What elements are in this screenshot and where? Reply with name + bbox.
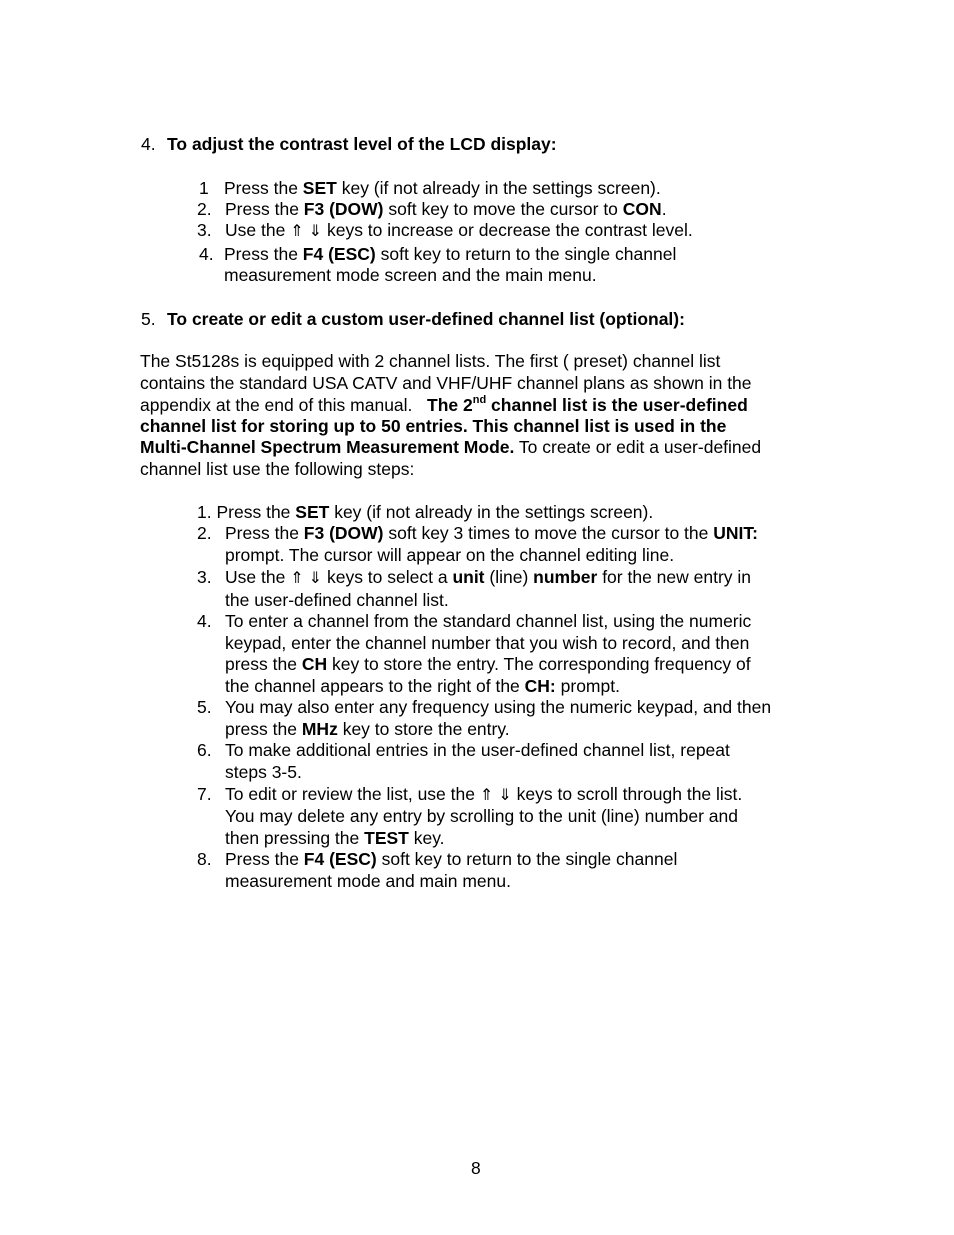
key-name: SET bbox=[302, 178, 337, 198]
step-text: prompt. The cursor will appear on the channel editing line. bbox=[225, 545, 675, 565]
step-text: To edit or review the list, use the bbox=[225, 784, 480, 804]
step-number: 8. bbox=[197, 849, 212, 869]
step-number: 3. bbox=[197, 220, 212, 240]
step-text: key to store the entry. bbox=[337, 719, 510, 739]
step-number: 2. bbox=[197, 199, 212, 219]
key-name: MHz bbox=[301, 719, 338, 739]
step-number: 3. bbox=[197, 567, 212, 587]
step-number: 4. bbox=[197, 611, 212, 631]
key-name: SET bbox=[295, 502, 330, 522]
ordinal-superscript: nd bbox=[472, 394, 487, 407]
key-name: F4 (ESC) bbox=[302, 244, 376, 264]
step-text: To enter a channel from the standard channel list, using the numeric bbox=[225, 611, 752, 631]
step-text: measurement mode and main menu. bbox=[225, 871, 511, 891]
paragraph-line: The St5128s is equipped with 2 channel lists. The first ( preset) channel list bbox=[140, 351, 721, 371]
step-text: Use the bbox=[225, 567, 291, 587]
paragraph-line: channel list for storing up to 50 entries. This channel list is used in the bbox=[140, 416, 727, 436]
up-down-arrows-icon: ⇑ ⇓ bbox=[479, 785, 512, 804]
paragraph-text: To create or edit a user-defined bbox=[514, 437, 762, 457]
step-text: To make additional entries in the user-defined channel list, repeat bbox=[225, 740, 730, 760]
step-text: Press the bbox=[216, 502, 296, 522]
step-text: keypad, enter the channel number that you wish to record, and then bbox=[225, 633, 750, 653]
step-text: You may delete any entry by scrolling to the unit (line) number and bbox=[225, 806, 738, 826]
step-text: the user-defined channel list. bbox=[225, 590, 449, 610]
step-text: soft key 3 times to move the cursor to the bbox=[383, 523, 714, 543]
key-name: F3 (DOW) bbox=[303, 199, 384, 219]
key-name: F3 (DOW) bbox=[303, 523, 384, 543]
step-text: key (if not already in the settings screen). bbox=[336, 178, 661, 198]
step-text: You may also enter any frequency using the numeric keypad, and then bbox=[225, 697, 772, 717]
step-text: measurement mode screen and the main menu. bbox=[224, 265, 597, 285]
step-bold: unit bbox=[452, 567, 485, 587]
step-text: press the bbox=[225, 654, 302, 674]
key-name: F4 (ESC) bbox=[303, 849, 377, 869]
step-text: steps 3-5. bbox=[225, 762, 302, 782]
step-text: soft key to return to the single channel bbox=[376, 849, 678, 869]
key-name: CH: bbox=[524, 676, 556, 696]
step-text: soft key to move the cursor to bbox=[383, 199, 623, 219]
step-text: key (if not already in the settings screen). bbox=[329, 502, 654, 522]
step-text: key to store the entry. The corresponding frequency of bbox=[327, 654, 751, 674]
key-name: TEST bbox=[364, 828, 409, 848]
step-text: for the new entry in bbox=[597, 567, 752, 587]
step-text: press the bbox=[225, 719, 302, 739]
section-4-number: 4. bbox=[141, 134, 156, 154]
paragraph-bold: The 2nd channel list is the user-defined bbox=[427, 394, 748, 415]
up-down-arrows-icon: ⇑ ⇓ bbox=[290, 221, 323, 240]
step-text: Press the bbox=[224, 244, 303, 264]
paragraph-line: channel list use the following steps: bbox=[140, 459, 415, 479]
section-5-number: 5. bbox=[141, 309, 156, 329]
step-text: (line) bbox=[484, 567, 534, 587]
step-number: 1. bbox=[197, 502, 212, 522]
step-text: Press the bbox=[225, 199, 304, 219]
key-name: UNIT: bbox=[713, 523, 758, 543]
step-number: 7. bbox=[197, 784, 212, 804]
step-text: Press the bbox=[225, 849, 304, 869]
step-text: keys to select a bbox=[322, 567, 453, 587]
step-text: . bbox=[661, 199, 667, 219]
step-number: 6. bbox=[197, 740, 212, 760]
step-text: keys to scroll through the list. bbox=[511, 784, 743, 804]
key-name: CH bbox=[301, 654, 328, 674]
step-number: 2. bbox=[197, 523, 212, 543]
paragraph-text: appendix at the end of this manual. bbox=[140, 395, 427, 415]
section-5-heading: To create or edit a custom user-defined channel list (optional): bbox=[167, 309, 685, 329]
step-bold: number bbox=[533, 567, 598, 587]
up-down-arrows-icon: ⇑ ⇓ bbox=[290, 568, 323, 587]
page-number: 8 bbox=[471, 1158, 481, 1178]
step-number: 5. bbox=[197, 697, 212, 717]
step-number: 1 bbox=[199, 178, 209, 198]
key-name: CON bbox=[622, 199, 662, 219]
step-text: prompt. bbox=[555, 676, 620, 696]
section-4-heading: To adjust the contrast level of the LCD display: bbox=[167, 134, 557, 154]
paragraph-bold: Multi-Channel Spectrum Measurement Mode. bbox=[140, 437, 515, 457]
step-text: Use the bbox=[225, 220, 291, 240]
step-text: key. bbox=[408, 828, 445, 848]
step-text: soft key to return to the single channel bbox=[375, 244, 677, 264]
step-text: keys to increase or decrease the contrast level. bbox=[322, 220, 693, 240]
step-text: Press the bbox=[224, 178, 303, 198]
step-text: Press the bbox=[225, 523, 304, 543]
paragraph-line: contains the standard USA CATV and VHF/UHF channel plans as shown in the bbox=[140, 373, 752, 393]
step-number: 4. bbox=[199, 244, 214, 264]
step-text: the channel appears to the right of the bbox=[225, 676, 525, 696]
step-text: then pressing the bbox=[225, 828, 365, 848]
